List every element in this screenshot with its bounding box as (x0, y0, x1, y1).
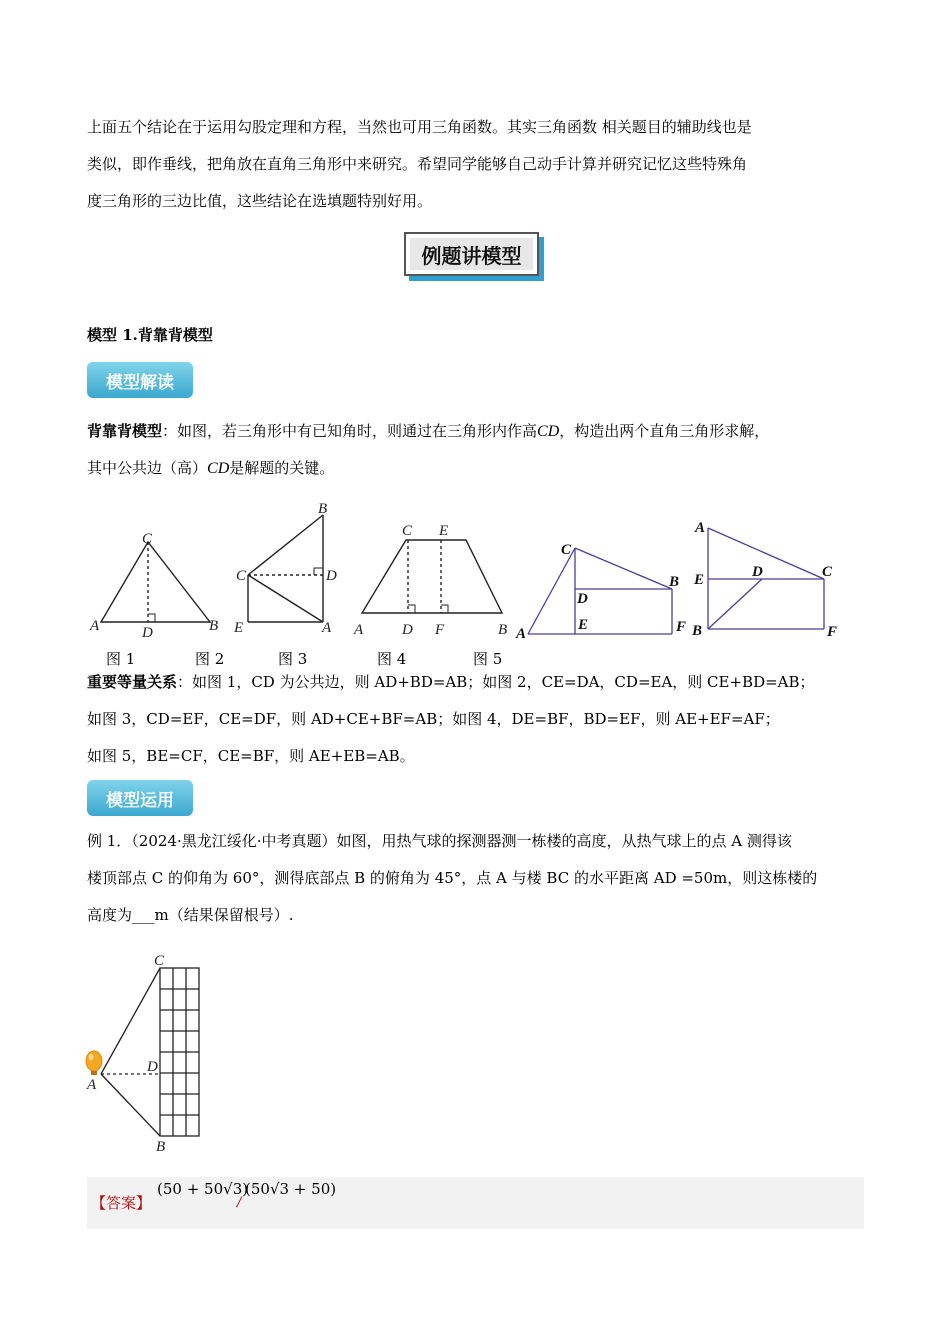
figure-2 (248, 515, 323, 622)
model-figures (0, 495, 950, 655)
ex-label-C: C (154, 953, 165, 969)
f3-label-D: D (402, 622, 413, 638)
relations-title: 重要等量关系 (87, 673, 178, 691)
key-relations (87, 664, 865, 775)
desc-bold: 背靠背模型 (87, 422, 163, 440)
caption-2: 图 2 (195, 650, 225, 668)
caption-4: 图 4 (377, 650, 407, 668)
relations-line-2: 如图 3，CD=EF，CE=DF，则 AD+CE+BF=AB；如图 4，DE=BF，BD=EF，则 AE+EF=AF； (87, 710, 780, 728)
answer-box (87, 1177, 864, 1229)
f1-label-C: C (142, 531, 153, 547)
f5-label-B: B (692, 623, 703, 639)
f5-label-A: A (695, 520, 706, 536)
ex-label-B: B (156, 1139, 166, 1155)
example-line-3: 高度为___m（结果保留根号）. (87, 906, 294, 924)
f4-label-A: A (516, 626, 527, 642)
tag-model-reading: 模型解读 (87, 362, 193, 398)
example-figure (80, 950, 240, 1160)
f5-label-C: C (822, 564, 833, 580)
desc-var-1: CD (537, 423, 560, 440)
f3-label-B: B (498, 622, 508, 638)
f1-label-D: D (142, 625, 153, 641)
example-line-1: 例 1．（2024·黑龙江绥化·中考真题）如图，用热气球的探测器测一栋楼的高度，从热气球上的点 A 测得该 (87, 832, 792, 850)
f3-label-F: F (435, 622, 445, 638)
building-grid (160, 968, 199, 1136)
f2-label-B: B (318, 501, 328, 517)
figure-3 (362, 540, 502, 613)
intro-paragraph (87, 109, 865, 220)
intro-line-3: 度三角形的三边比值，这些结论在选填题特别好用。 (87, 192, 433, 210)
intro-line-1: 上面五个结论在于运用勾股定理和方程，当然也可用三角函数。其实三角函数 相关题目的辅助线也是 (87, 118, 752, 136)
f3-label-C: C (402, 523, 413, 539)
balloon-icon (86, 1051, 102, 1075)
model-title: 模型 1.背靠背模型 (87, 326, 213, 344)
ex-label-D: D (147, 1059, 158, 1075)
caption-5: 图 5 (473, 650, 503, 668)
f4-label-F: F (676, 619, 687, 635)
example-line-2: 楼顶部点 C 的仰角为 60°，测得底部点 B 的俯角为 45°，点 A 与楼 BC 的水平距离 AD =50m，则这栋楼的 (87, 869, 818, 887)
caption-3: 图 3 (278, 650, 308, 668)
answer-value-1: (50 + 50√3) (157, 1180, 249, 1198)
desc-text-3: 其中公共边（高） (87, 459, 208, 477)
relations-line-3: 如图 5，BE=CF，CE=BF，则 AE+EB=AB。 (87, 747, 415, 765)
relations-line-1: ：如图 1，CD 为公共边，则 AD+BD=AB；如图 2，CE=DA，CD=EA，则 CE+BD=AB； (177, 673, 815, 691)
f5-label-F: F (827, 624, 838, 640)
answer-label: 【答案】 (91, 1194, 152, 1212)
f2-label-C: C (236, 568, 247, 584)
ex-label-A: A (87, 1077, 97, 1093)
f4-label-D: D (577, 591, 588, 607)
figure-4 (528, 548, 672, 634)
f4-label-E: E (578, 617, 589, 633)
f2-label-A: A (322, 620, 332, 636)
caption-1: 图 1 (106, 650, 136, 668)
figure-5 (708, 528, 824, 629)
tag-model-use: 模型运用 (87, 780, 193, 816)
f5-label-D: D (752, 564, 763, 580)
f4-label-B: B (669, 574, 680, 590)
answer-value-2: (50√3 + 50) (245, 1180, 337, 1198)
desc-text-2: ，构造出两个直角三角形求解， (559, 422, 770, 440)
section-banner (404, 232, 544, 280)
answer-separator: / (237, 1195, 242, 1210)
f5-label-E: E (694, 572, 705, 588)
section-banner-label: 例题讲模型 (410, 238, 533, 270)
example-1 (87, 823, 865, 934)
desc-var-2: CD (207, 460, 230, 477)
figure-1 (101, 542, 210, 622)
desc-text-4: 是解题的关键。 (229, 459, 335, 477)
f2-label-E: E (234, 620, 244, 636)
intro-line-2: 类似，即作垂线，把角放在直角三角形中来研究。希望同学能够自己动手计算并研究记忆这些特殊角 (87, 155, 748, 173)
f1-label-A: A (90, 618, 100, 634)
f3-label-E: E (439, 523, 449, 539)
f4-label-C: C (561, 542, 572, 558)
f3-label-A: A (354, 622, 364, 638)
desc-text-1: ：如图，若三角形中有已知角时，则通过在三角形内作高 (162, 422, 538, 440)
f1-label-B: B (209, 618, 219, 634)
model-description (87, 413, 865, 487)
f2-label-D: D (326, 568, 337, 584)
